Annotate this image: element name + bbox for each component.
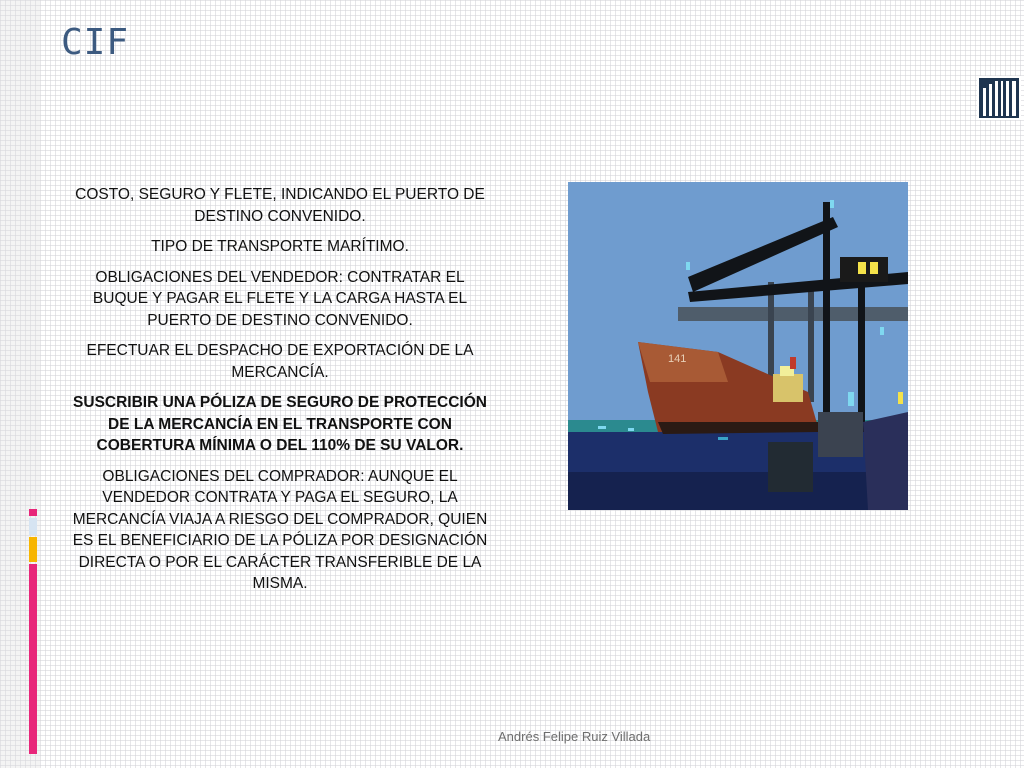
accent-bar-yellow bbox=[29, 537, 37, 562]
accent-bar-magenta-top bbox=[29, 509, 37, 516]
paragraph-seller-obligations: OBLIGACIONES DEL VENDEDOR: CONTRATAR EL BUQUE Y PAGAR EL FLETE Y LA CARGA HASTA EL PUERTO DE DESTINO CONVENIDO. bbox=[92, 268, 468, 329]
slide-body bbox=[70, 184, 490, 604]
paragraph-export-clearance: EFECTUAR EL DESPACHO DE EXPORTACIÓN DE LA MERCANCÍA. bbox=[86, 342, 474, 381]
hull-label: 141 bbox=[668, 353, 687, 365]
vertical-bars-icon bbox=[977, 76, 1021, 120]
paragraph-insurance-policy: SUSCRIBIR UNA PÓLIZA DE SEGURO DE PROTECCIÓN DE LA MERCANCÍA EN EL TRANSPORTE CON COBERTURA MÍNIMA O DEL 110% DE SU VALOR. bbox=[73, 394, 487, 454]
cargo-ship-port-clipart bbox=[568, 182, 908, 510]
accent-bar-magenta bbox=[29, 564, 37, 754]
paragraph-transport-type: TIPO DE TRANSPORTE MARÍTIMO. bbox=[151, 238, 409, 255]
accent-bar-lightblue bbox=[29, 518, 37, 535]
footer-author: Andrés Felipe Ruiz Villada bbox=[498, 729, 651, 744]
slide-title: CIF bbox=[61, 22, 130, 63]
paragraph-definition: COSTO, SEGURO Y FLETE, INDICANDO EL PUERTO DE DESTINO CONVENIDO. bbox=[75, 186, 485, 225]
paragraph-buyer-obligations: OBLIGACIONES DEL COMPRADOR: AUNQUE EL VENDEDOR CONTRATA Y PAGA EL SEGURO, LA MERCANCÍA VIAJA A RIESGO DEL COMPRADOR, QUIEN ES EL BENEFICIARIO DE LA PÓLIZA POR DESIGNACIÓN DIRECTA O POR EL CARÁCTER TRANSFERIBLE DE LA MISMA. bbox=[72, 467, 488, 592]
